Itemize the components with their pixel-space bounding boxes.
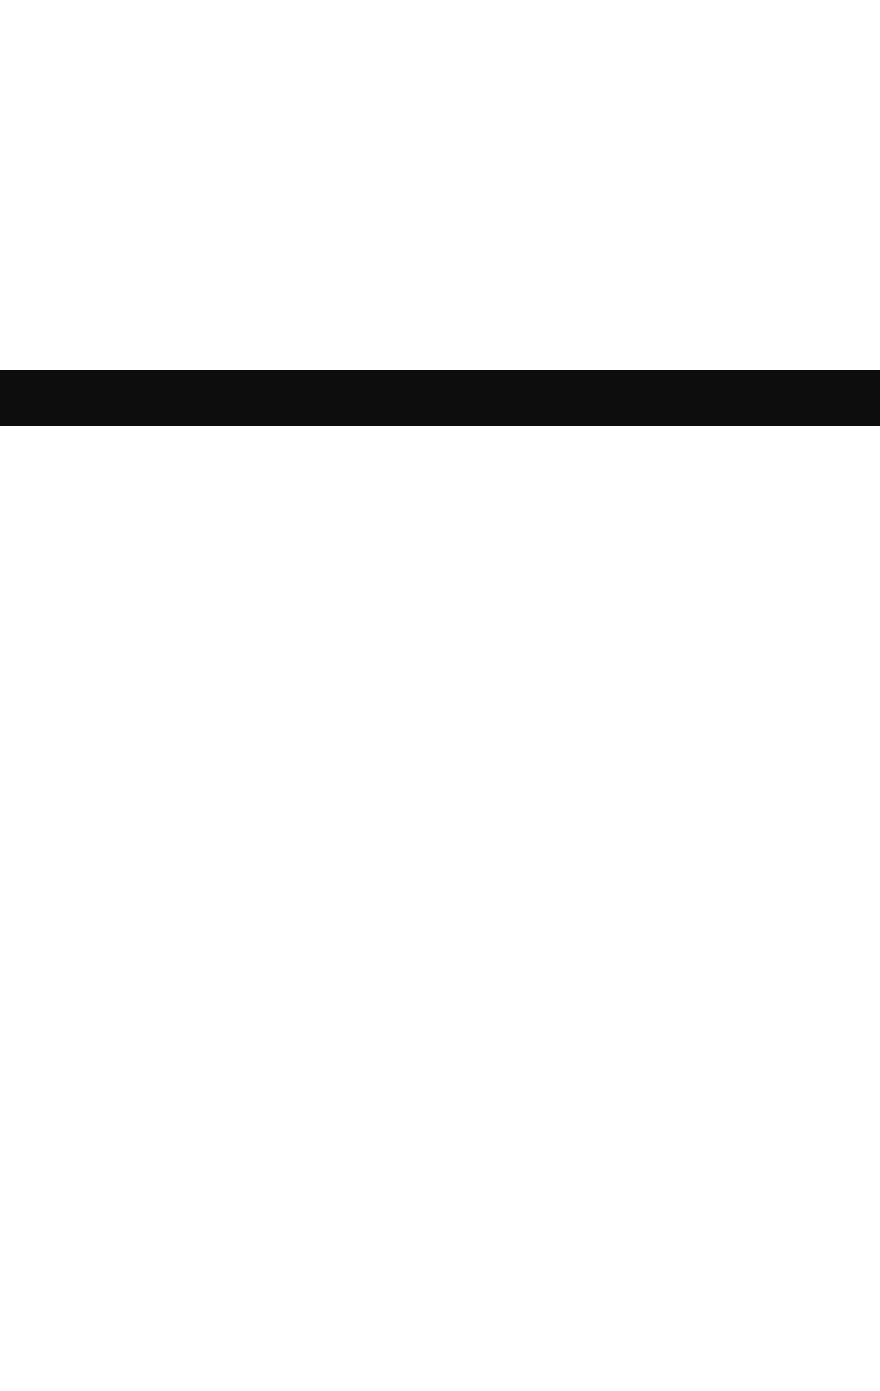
home-service-guide-banner [0, 370, 880, 426]
service-guide-section [0, 428, 880, 1391]
help-wanted-section [0, 30, 880, 378]
page-header [0, 0, 880, 30]
